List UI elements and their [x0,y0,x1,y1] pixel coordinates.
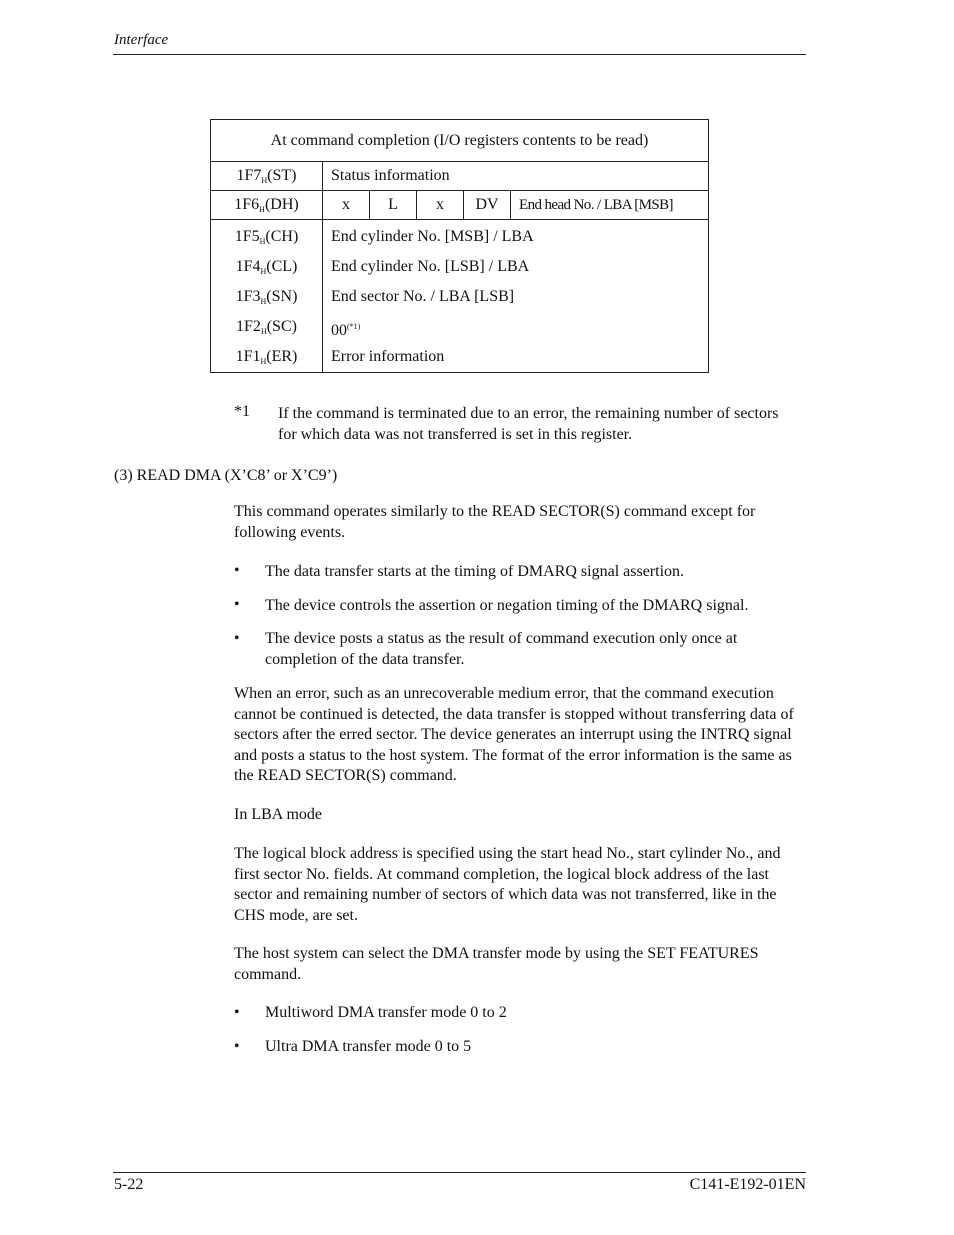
register-name: $1F6_H(DH)$ [211,191,323,220]
register-name: $1F5_H(CH)$ [234,228,299,246]
bullet-icon: • [234,1004,240,1021]
register-value: $00^{(*1)}$ [331,322,361,339]
page-number: 5-22 [114,1176,144,1193]
bullet-item: The device posts a status as the result of command execution only once at completion of the data transfer. [265,630,738,668]
bit-cell: x [417,191,464,220]
document-id: C141-E192-01EN [689,1176,806,1193]
lba-heading: In LBA mode [234,806,322,823]
bit-cell: DV [464,191,511,220]
register-value: Error information [331,348,445,365]
header-rule [113,54,806,55]
register-value: End cylinder No. [LSB] / LBA [331,258,530,275]
table-caption-row [211,120,709,162]
footnote-mark: *1 [234,403,250,420]
register-name-column [211,220,323,373]
footer-rule [113,1172,806,1173]
bullet-icon: • [234,630,240,647]
register-name: $1F3_H(SN)$ [235,288,298,306]
bit-cell: x [323,191,370,220]
lba-paragraph: The logical block address is specified using the start head No., start cylinder No., and first sector No. fields. At command completion, the logical block address of the last sector and remaining number of sectors of which data was not transferred, like in the CHS mode, are set. [234,845,781,924]
bit-cell: L [370,191,417,220]
intro-paragraph: This command operates similarly to the READ SECTOR(S) command except for following events. [234,503,756,541]
bullet-icon: • [234,1038,240,1055]
bullet-icon: • [234,562,240,579]
table-caption: At command completion (I/O registers contents to be read) [211,120,709,162]
register-group-row [211,220,709,373]
register-value: End head No. / LBA [MSB] [511,191,709,220]
dma-paragraph: The host system can select the DMA transfer mode by using the SET FEATURES command. [234,945,759,983]
bullet-item: Ultra DMA transfer mode 0 to 5 [265,1038,472,1055]
running-header: Interface [114,32,169,48]
register-name: $1F1_H(ER)$ [235,348,298,366]
register-value-column [323,220,709,373]
register-value: End cylinder No. [MSB] / LBA [331,228,534,245]
register-name: $1F4_H(CL)$ [235,258,298,276]
footnote-ref: (*1) [347,322,361,331]
register-name: $1F2_H(SC)$ [236,318,297,336]
register-value: Status information [323,162,709,191]
register-table [210,119,709,373]
footnote-text: If the command is terminated due to an error, the remaining number of sectors for which data was not transferred is set in this register. [278,405,779,443]
bullet-item: The data transfer starts at the timing of DMARQ signal assertion. [265,563,685,580]
bullet-icon: • [234,596,240,613]
device-head-row [211,191,709,220]
status-row [211,162,709,191]
error-paragraph: When an error, such as an unrecoverable medium error, that the command execution cannot be continued is detected, the data transfer is stopped without transferring data of sectors after the erred sector. The device generates an interrupt using the INTRQ signal and posts a status to the host system. The format of the error information is the same as the READ SECTOR(S) command. [234,685,794,784]
register-value: End sector No. / LBA [LSB] [331,288,515,305]
register-name: $1F7_H(ST)$ [211,162,323,191]
bullet-item: Multiword DMA transfer mode 0 to 2 [265,1004,507,1021]
bullet-item: The device controls the assertion or negation timing of the DMARQ signal. [265,597,749,614]
section-heading: (3) READ DMA (X’C8’ or X’C9’) [114,467,338,484]
